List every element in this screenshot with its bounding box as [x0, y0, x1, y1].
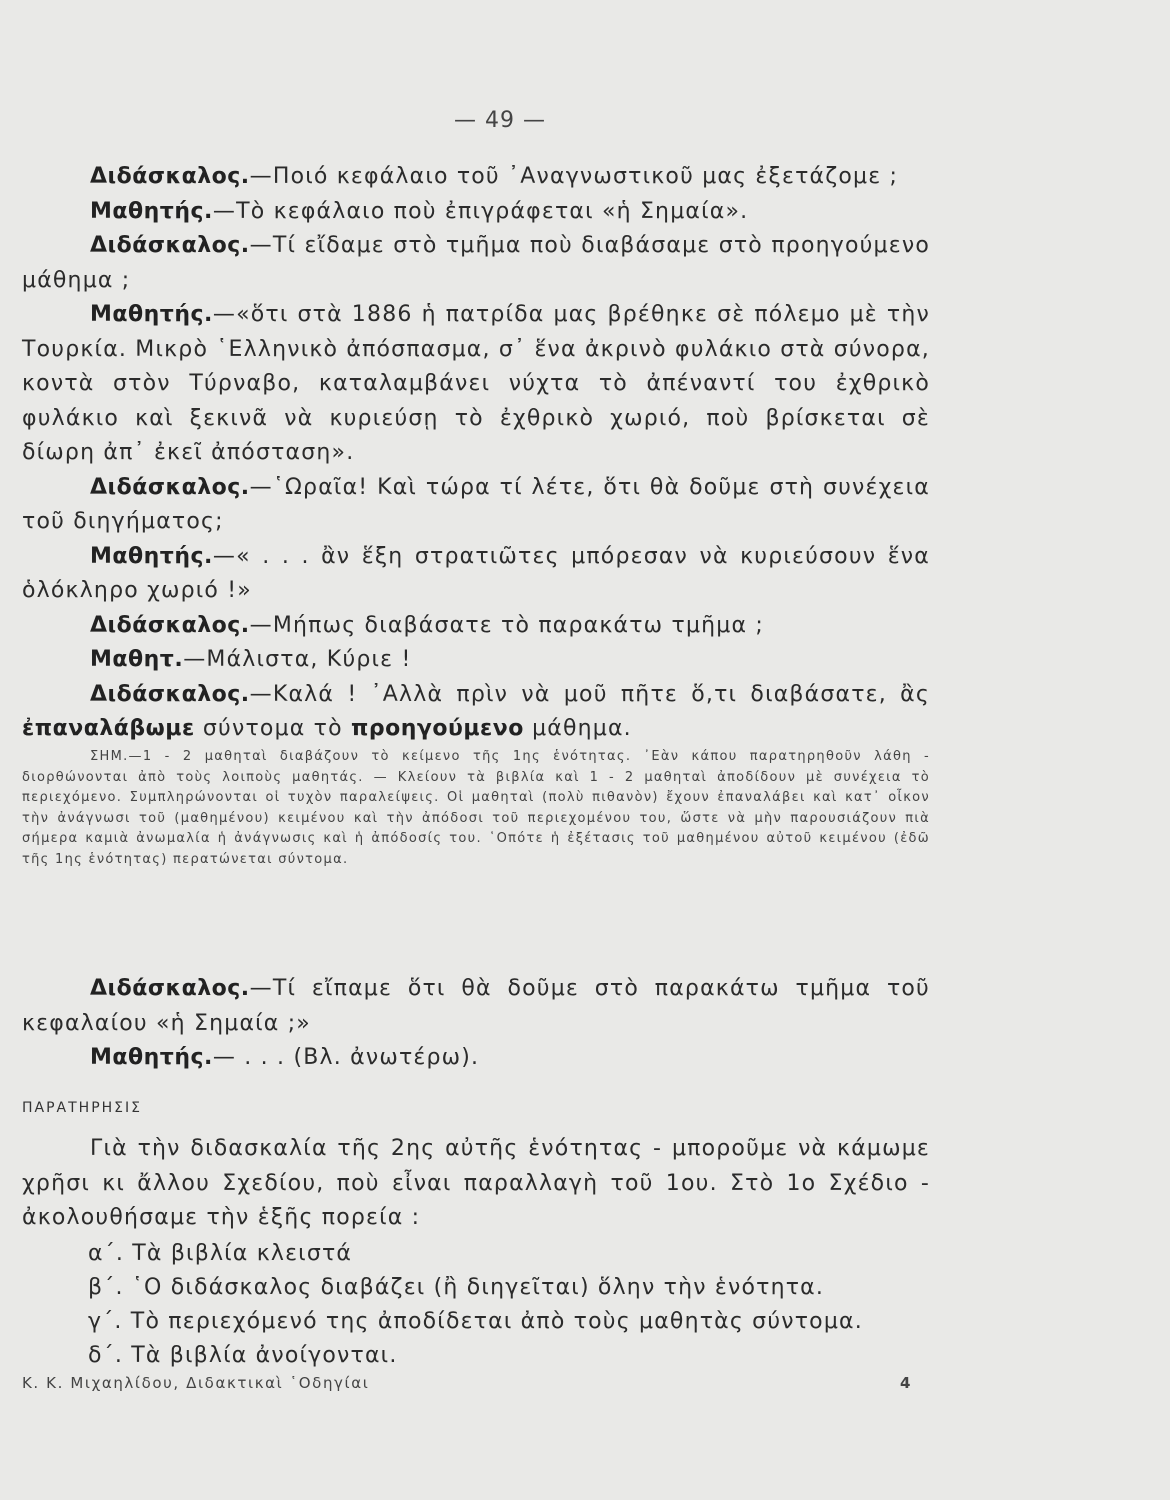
- utterance: μάθημα.: [523, 716, 632, 741]
- dialogue-line: [22, 160, 930, 195]
- utterance: —Ποιό κεφάλαιο τοῦ ᾿Αναγνωστικοῦ μας ἐξετάζομε ;: [249, 164, 899, 189]
- utterance: —Τὸ κεφάλαιο ποὺ ἐπιγράφεται «ἡ Σημαία».: [212, 198, 749, 224]
- speaker: Διδάσκαλος.: [90, 612, 250, 638]
- dialogue-line: [22, 678, 930, 747]
- speaker: Διδάσκαλος.: [90, 681, 250, 707]
- speaker: Μαθητής.: [90, 198, 213, 224]
- utterance: —Μάλιστα, Κύριε !: [183, 647, 412, 672]
- dialogue-line: [22, 643, 930, 678]
- dialogue-line: [22, 972, 930, 1041]
- utterance: —«ὅτι στὰ 1886 ἡ πατρίδα μας βρέθηκε σὲ πόλεμο μὲ τὴν Τουρκία. Μικρὸ ῾Ελληνικὸ ἀπόσπασμα, σ᾿ ἕνα ἀκρινὸ φυλάκιο στὰ σύνορα, κοντὰ στὸν Τύρναβο, καταλαμβάνει νύχτα τὸ ἀπέναντί του ἐχθρικὸ φυλάκιο καὶ ξεκινᾶ νὰ κυριεύσῃ τὸ ἐχθρικὸ χωριό, ποὺ βρίσκεται σὲ δίωρη ἀπ᾿ ἐκεῖ ἀπόσταση».: [22, 302, 930, 465]
- emphasis: προηγούμενο: [350, 716, 524, 741]
- dialogue-line: [22, 471, 930, 540]
- utterance: —῾Ωραῖα! Καὶ τώρα τί λέτε, ὅτι θὰ δοῦμε στὴ συνέχεια τοῦ διηγήματος;: [22, 474, 930, 534]
- dialogue-line: [22, 195, 930, 230]
- speaker: Μαθητής.: [90, 543, 213, 569]
- speaker: Μαθητής.: [90, 302, 213, 327]
- dialogue-line: [22, 1041, 930, 1076]
- signature-mark: 4: [899, 1374, 912, 1392]
- emphasis: ἐπαναλάβωμε: [22, 716, 195, 741]
- speaker: Μαθητής.: [90, 1045, 213, 1070]
- speaker: Μαθητ.: [90, 647, 184, 672]
- dialogue-section-2: [22, 972, 930, 1076]
- utterance: —Τί εἴδαμε στὸ τμῆμα ποὺ διαβάσαμε στὸ προηγούμενο μάθημα ;: [22, 233, 930, 293]
- dialogue-line: [22, 229, 930, 298]
- speaker: Διδάσκαλος.: [90, 164, 250, 189]
- footnote: ΣΗΜ.—1 - 2 μαθηταὶ διαβάζουν τὸ κείμενο τῆς 1ης ἑνότητας. ᾿Εὰν κάπου παρατηρηθοῦν λάθη - διορθώνονται ἀπὸ τοὺς λοιποὺς μαθητάς. — Κλείουν τὰ βιβλία καὶ 1 - 2 μαθηταὶ ἀποδίδουν μὲ συνέχεια τὸ περιεχόμενο. Συμπληρώνονται οἱ τυχὸν παραλείψεις. Οἱ μαθηταὶ (πολὺ πιθανὸν) ἔχουν ἐπαναλάβει καὶ κατ᾿ οἶκον τὴν ἀνάγνωσι τοῦ (μαθημένου) κειμένου καὶ τὴν ἀπόδοσι τοῦ περιεχομένου του, ὥστε νὰ μὴν παρουσιάζουν πιὰ σήμερα καμιὰ ἀνωμαλία ἡ ἀνάγνωσις καὶ ἡ ἀπόδοσίς του. ῾Οπότε ἡ ἐξέτασις τοῦ μαθημένου αὐτοῦ κειμένου (ἐδῶ τῆς 1ης ἑνότητας) περατώνεται σύντομα.: [22, 749, 930, 867]
- utterance: —Τί εἴπαμε ὅτι θὰ δοῦμε στὸ παρακάτω τμῆμα τοῦ κεφαλαίου «ἡ Σημαία ;»: [22, 976, 930, 1036]
- dialogue-line: [22, 298, 930, 471]
- section-heading: ΠΑΡΑΤΗΡΗΣΙΣ: [22, 1100, 142, 1116]
- observation-paragraph: Γιὰ τὴν διδασκαλία τῆς 2ης αὐτῆς ἑνότητας - μποροῦμε νὰ κάμωμε χρῆσι κι ἄλλου Σχεδίου, ποὺ εἶναι παραλλαγὴ τοῦ 1ου. Στὸ 1ο Σχέδιο - ἀκολουθήσαμε τὴν ἑξῆς πορεία :: [22, 1136, 930, 1230]
- speaker: Διδάσκαλος.: [90, 474, 250, 500]
- utterance: —Μήπως διαβάσατε τὸ παρακάτω τμῆμα ;: [249, 612, 764, 638]
- footer-text: Κ. Κ. Μιχαηλίδου, Διδακτικαὶ ῾Οδηγίαι: [22, 1374, 370, 1392]
- list-item: δ΄. Τὰ βιβλία ἀνοίγονται.: [88, 1343, 398, 1368]
- list-item: γ΄. Τὸ περιεχόμενό της ἀποδίδεται ἀπὸ τοὺς μαθητὰς σύντομα.: [88, 1309, 863, 1334]
- speaker: Διδάσκαλος.: [90, 976, 250, 1001]
- list-item: β΄. ῾Ο διδάσκαλος διαβάζει (ἢ διηγεῖται) ὅλην τὴν ἑνότητα.: [88, 1275, 825, 1300]
- utterance: —« . . . ἂν ἕξη στρατιῶτες μπόρεσαν νὰ κυριεύσουν ἕνα ὁλόκληρο χωριό !»: [22, 543, 930, 603]
- utterance: — . . . (Βλ. ἀνωτέρω).: [212, 1045, 480, 1070]
- list-item: α΄. Τὰ βιβλία κλειστά: [88, 1241, 353, 1266]
- steps-list: [88, 1237, 938, 1373]
- speaker: Διδάσκαλος.: [90, 233, 250, 258]
- dialogue-line: [22, 609, 930, 644]
- utterance: σύντομα τὸ: [194, 716, 351, 741]
- dialogue-line: [22, 540, 930, 609]
- utterance: —Καλά ! ᾿Αλλὰ πρὶν νὰ μοῦ πῆτε ὅ,τι διαβάσατε, ἂς: [249, 681, 930, 707]
- page-number: — 49 —: [454, 108, 546, 133]
- dialogue-section: [22, 160, 930, 747]
- page-footer: [22, 1374, 912, 1392]
